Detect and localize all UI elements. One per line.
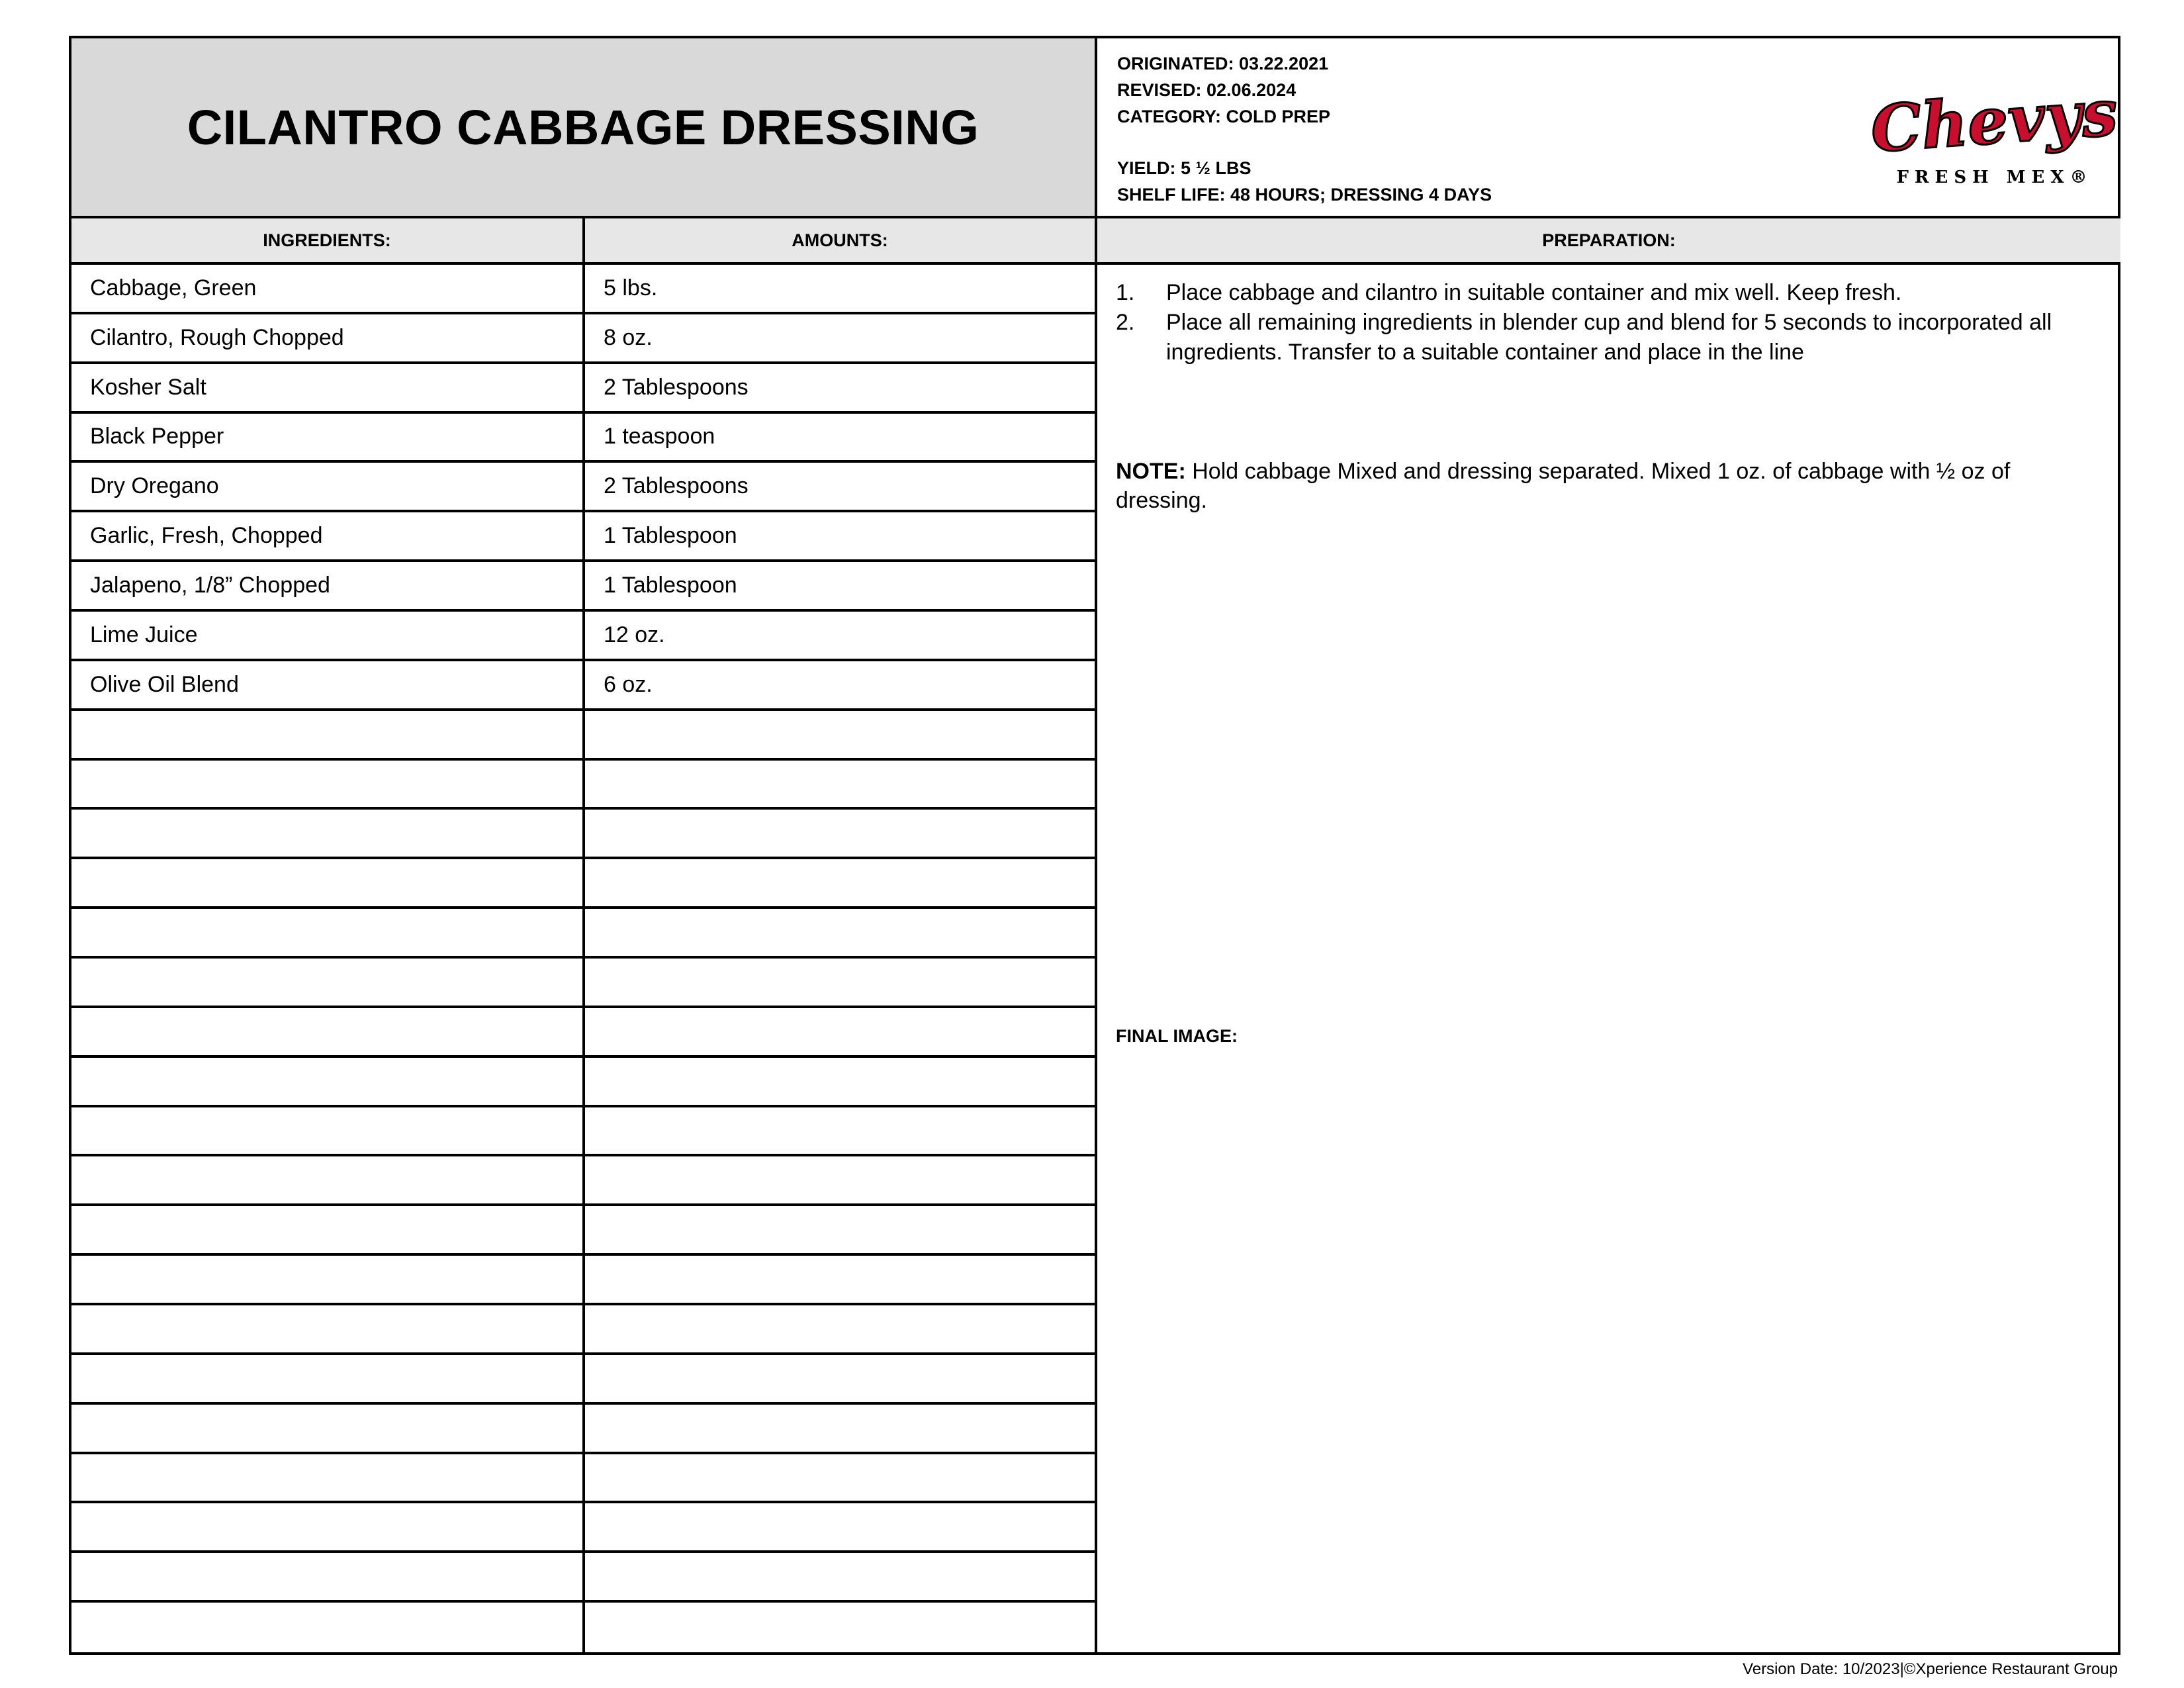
version-footer: Version Date: 10/2023|©Xperience Restaurant Group [1743, 1660, 2118, 1678]
amount-cell: 6 oz. [585, 661, 1097, 708]
amount-cell [585, 1553, 1097, 1600]
table-row [71, 1355, 1097, 1405]
ingredient-cell [71, 810, 585, 857]
ingredient-cell [71, 1553, 585, 1600]
ingredient-cell: Lime Juice [71, 612, 585, 659]
table-row [71, 1256, 1097, 1305]
table-row [71, 1058, 1097, 1107]
amount-cell: 8 oz. [585, 314, 1097, 361]
category: CATEGORY: COLD PREP [1117, 107, 1331, 126]
amount-cell [585, 1058, 1097, 1105]
preparation-header: PREPARATION: [1097, 218, 2120, 265]
ingredient-cell [71, 1305, 585, 1352]
ingredient-cell [71, 959, 585, 1006]
ingredient-cell: Cilantro, Rough Chopped [71, 314, 585, 361]
logo-tagline: FRESH MEX® [1896, 167, 2093, 187]
table-row [71, 859, 1097, 909]
table-row [71, 1107, 1097, 1157]
step-1 [1116, 278, 2089, 308]
ingredient-cell: Garlic, Fresh, Chopped [71, 512, 585, 559]
step-2 [1116, 308, 2089, 367]
table-row [71, 1454, 1097, 1504]
amount-cell [585, 1008, 1097, 1055]
ingredient-cell: Dry Oregano [71, 463, 585, 510]
ingredient-cell [71, 1355, 585, 1402]
ingredient-cell [71, 1405, 585, 1452]
ingredient-cell [71, 1503, 585, 1550]
amount-cell [585, 1503, 1097, 1550]
ingredient-cell: Cabbage, Green [71, 265, 585, 312]
amount-cell: 1 teaspoon [585, 414, 1097, 461]
recipe-title: CILANTRO CABBAGE DRESSING [187, 99, 979, 155]
ingredient-cell [71, 711, 585, 758]
amount-cell: 2 Tablespoons [585, 463, 1097, 510]
table-row [71, 1603, 1097, 1652]
amount-cell [585, 1603, 1097, 1652]
table-row [71, 612, 1097, 661]
preparation-section [1097, 265, 2120, 1652]
ingredient-cell: Black Pepper [71, 414, 585, 461]
table-row [71, 463, 1097, 512]
table-row [71, 1156, 1097, 1206]
step-number: 1. [1116, 280, 1135, 305]
amount-cell [585, 1107, 1097, 1154]
table-row [71, 711, 1097, 761]
amount-cell: 2 Tablespoons [585, 364, 1097, 411]
table-row [71, 909, 1097, 959]
ingredient-cell: Jalapeno, 1/8” Chopped [71, 562, 585, 609]
prep-note [1116, 457, 2102, 515]
table-row [71, 265, 1097, 314]
table-row [71, 1405, 1097, 1454]
title-banner [71, 38, 1097, 218]
amount-cell [585, 1256, 1097, 1303]
ingredient-cell [71, 1107, 585, 1154]
note-label: NOTE: [1116, 459, 1186, 484]
table-row [71, 761, 1097, 810]
yield: YIELD: 5 ½ LBS [1117, 158, 1251, 178]
note-text: Hold cabbage Mixed and dressing separated. Mixed 1 oz. of cabbage with ½ oz of dressing. [1116, 459, 2011, 513]
ingredient-cell [71, 1156, 585, 1203]
amount-cell [585, 959, 1097, 1006]
ingredient-cell [71, 1058, 585, 1105]
ingredients-table [71, 265, 1097, 1652]
amount-cell [585, 1454, 1097, 1501]
revised-date: REVISED: 02.06.2024 [1117, 80, 1297, 100]
table-row [71, 1008, 1097, 1058]
ingredient-cell [71, 1008, 585, 1055]
logo-wordmark: Chevys [1868, 75, 2120, 167]
ingredient-cell [71, 909, 585, 956]
shelf-life: SHELF LIFE: 48 HOURS; DRESSING 4 DAYS [1117, 185, 1492, 205]
table-row [71, 1503, 1097, 1553]
step-text: Place all remaining ingredients in blender cup and blend for 5 seconds to incorporated all ingredients. Transfer to a suitable container and place in the line [1166, 310, 2052, 365]
amount-cell: 1 Tablespoon [585, 562, 1097, 609]
amount-cell [585, 859, 1097, 906]
recipe-meta [1097, 38, 2120, 218]
amount-cell [585, 1206, 1097, 1253]
ingredient-cell [71, 1603, 585, 1652]
table-row [71, 1305, 1097, 1355]
final-image-label: FINAL IMAGE: [1116, 1026, 1238, 1046]
amount-cell [585, 1156, 1097, 1203]
recipe-card [69, 36, 2120, 1655]
ingredient-cell [71, 1256, 585, 1303]
table-row [71, 314, 1097, 364]
preparation-steps [1116, 278, 2089, 367]
ingredient-cell [71, 761, 585, 808]
table-row [71, 810, 1097, 859]
amount-cell [585, 909, 1097, 956]
table-row [71, 959, 1097, 1008]
step-number: 2. [1116, 310, 1135, 335]
table-row [71, 1553, 1097, 1603]
amount-cell: 12 oz. [585, 612, 1097, 659]
ingredient-cell [71, 1206, 585, 1253]
amount-cell [585, 1305, 1097, 1352]
amount-cell [585, 1355, 1097, 1402]
ingredient-cell [71, 1454, 585, 1501]
amount-cell [585, 711, 1097, 758]
amount-cell: 5 lbs. [585, 265, 1097, 312]
amount-cell [585, 761, 1097, 808]
chevys-logo [1868, 69, 2120, 195]
table-row [71, 512, 1097, 562]
amount-cell [585, 810, 1097, 857]
ingredient-cell [71, 859, 585, 906]
ingredient-cell: Olive Oil Blend [71, 661, 585, 708]
ingredients-header: INGREDIENTS: [71, 218, 585, 265]
table-row [71, 414, 1097, 463]
amounts-header: AMOUNTS: [585, 218, 1097, 265]
table-row [71, 562, 1097, 612]
step-text: Place cabbage and cilantro in suitable container and mix well. Keep fresh. [1166, 280, 1902, 305]
table-row [71, 661, 1097, 711]
amount-cell [585, 1405, 1097, 1452]
table-row [71, 364, 1097, 414]
originated-date: ORIGINATED: 03.22.2021 [1117, 54, 1329, 73]
ingredient-cell: Kosher Salt [71, 364, 585, 411]
amount-cell: 1 Tablespoon [585, 512, 1097, 559]
table-row [71, 1206, 1097, 1256]
